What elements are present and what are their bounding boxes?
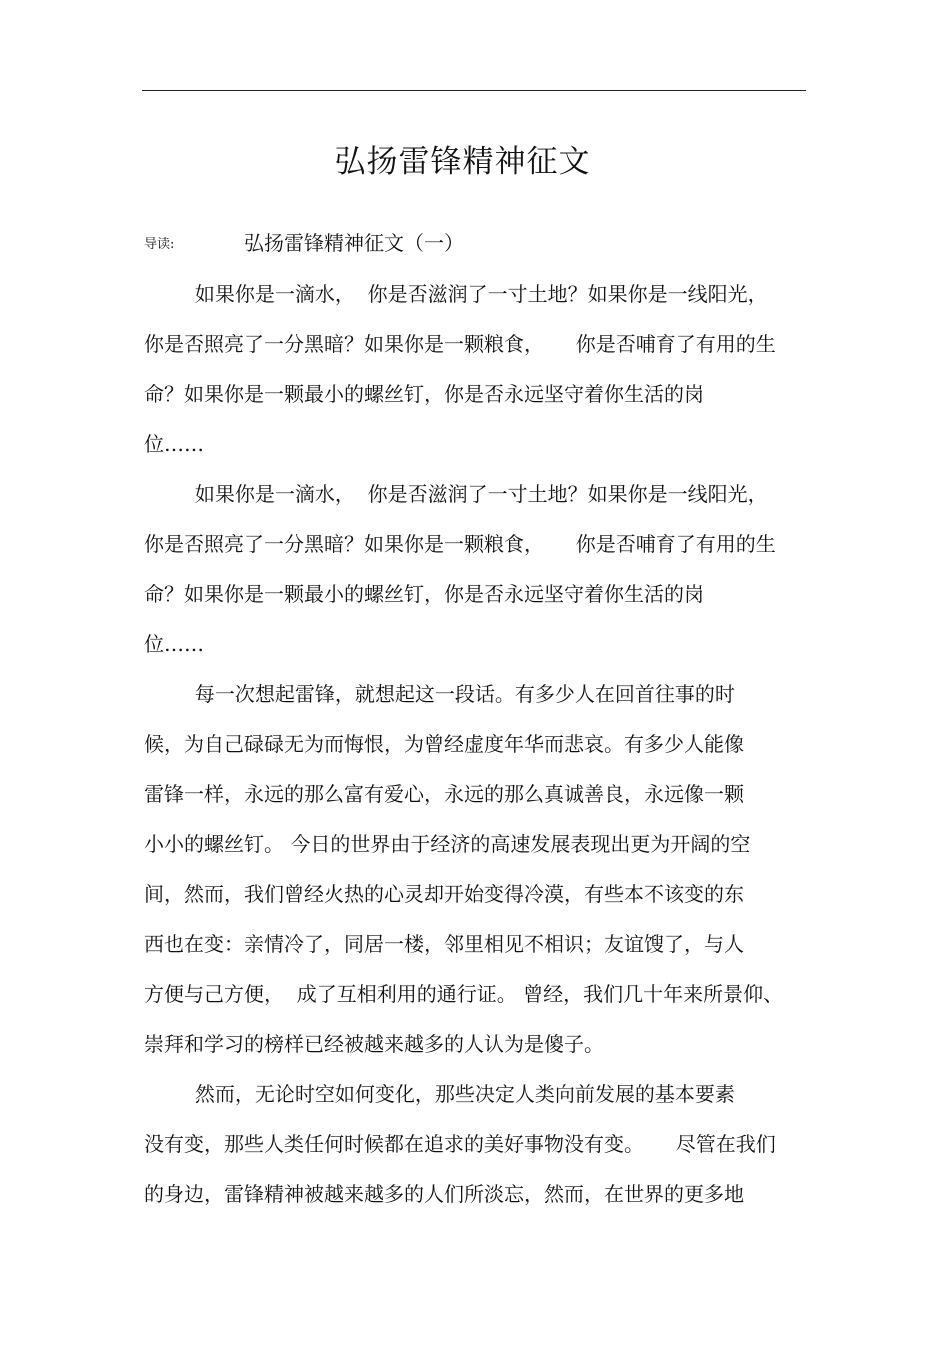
body-line: 位…… bbox=[144, 432, 204, 456]
body-line: 然而，无论时空如何变化，那些决定人类向前发展的基本要素 bbox=[144, 1082, 735, 1106]
body-line: 没有变，那些人类任何时候都在追求的美好事物没有变。 尽管在我们 bbox=[144, 1132, 776, 1156]
header-rule bbox=[142, 90, 806, 91]
body-line: 如果你是一滴水， 你是否滋润了一寸土地？如果你是一线阳光， bbox=[144, 482, 768, 506]
body-line: 你是否照亮了一分黑暗？如果你是一颗粮食， 你是否哺育了有用的生 bbox=[144, 332, 776, 356]
body-line: 命？如果你是一颗最小的螺丝钉，你是否永远坚守着你生活的岗 bbox=[144, 582, 704, 606]
lead-label: 导读: bbox=[144, 237, 175, 252]
body-line: 每一次想起雷锋，就想起这一段话。有多少人在回首往事的时 bbox=[144, 682, 735, 706]
body-line: 如果你是一滴水， 你是否滋润了一寸土地？如果你是一线阳光， bbox=[144, 282, 768, 306]
body-line: 位…… bbox=[144, 632, 204, 656]
body-line: 西也在变：亲情冷了，同居一楼，邻里相见不相识；友谊馊了，与人 bbox=[144, 932, 744, 956]
body-line: 崇拜和学习的榜样已经被越来越多的人认为是傻子。 bbox=[144, 1032, 604, 1056]
section-subtitle: 弘扬雷锋精神征文（一） bbox=[244, 231, 464, 255]
body-line: 你是否照亮了一分黑暗？如果你是一颗粮食， 你是否哺育了有用的生 bbox=[144, 532, 776, 556]
document-title: 弘扬雷锋精神征文 bbox=[334, 144, 591, 180]
body-line: 雷锋一样，永远的那么富有爱心，永远的那么真诚善良，永远像一颗 bbox=[144, 782, 744, 806]
body-line: 小小的螺丝钉。 今日的世界由于经济的高速发展表现出更为开阔的空 bbox=[144, 832, 751, 856]
body-line: 方便与己方便， 成了互相利用的通行证。 曾经，我们几十年来所景仰、 bbox=[144, 982, 784, 1006]
body-line: 候，为自己碌碌无为而悔恨，为曾经虚度年华而悲哀。有多少人能像 bbox=[144, 732, 744, 756]
body-line: 间，然而，我们曾经火热的心灵却开始变得冷漠，有些本不该变的东 bbox=[144, 882, 744, 906]
body-line: 的身边，雷锋精神被越来越多的人们所淡忘，然而，在世界的更多地 bbox=[144, 1182, 744, 1206]
body-line: 命？如果你是一颗最小的螺丝钉，你是否永远坚守着你生活的岗 bbox=[144, 382, 704, 406]
